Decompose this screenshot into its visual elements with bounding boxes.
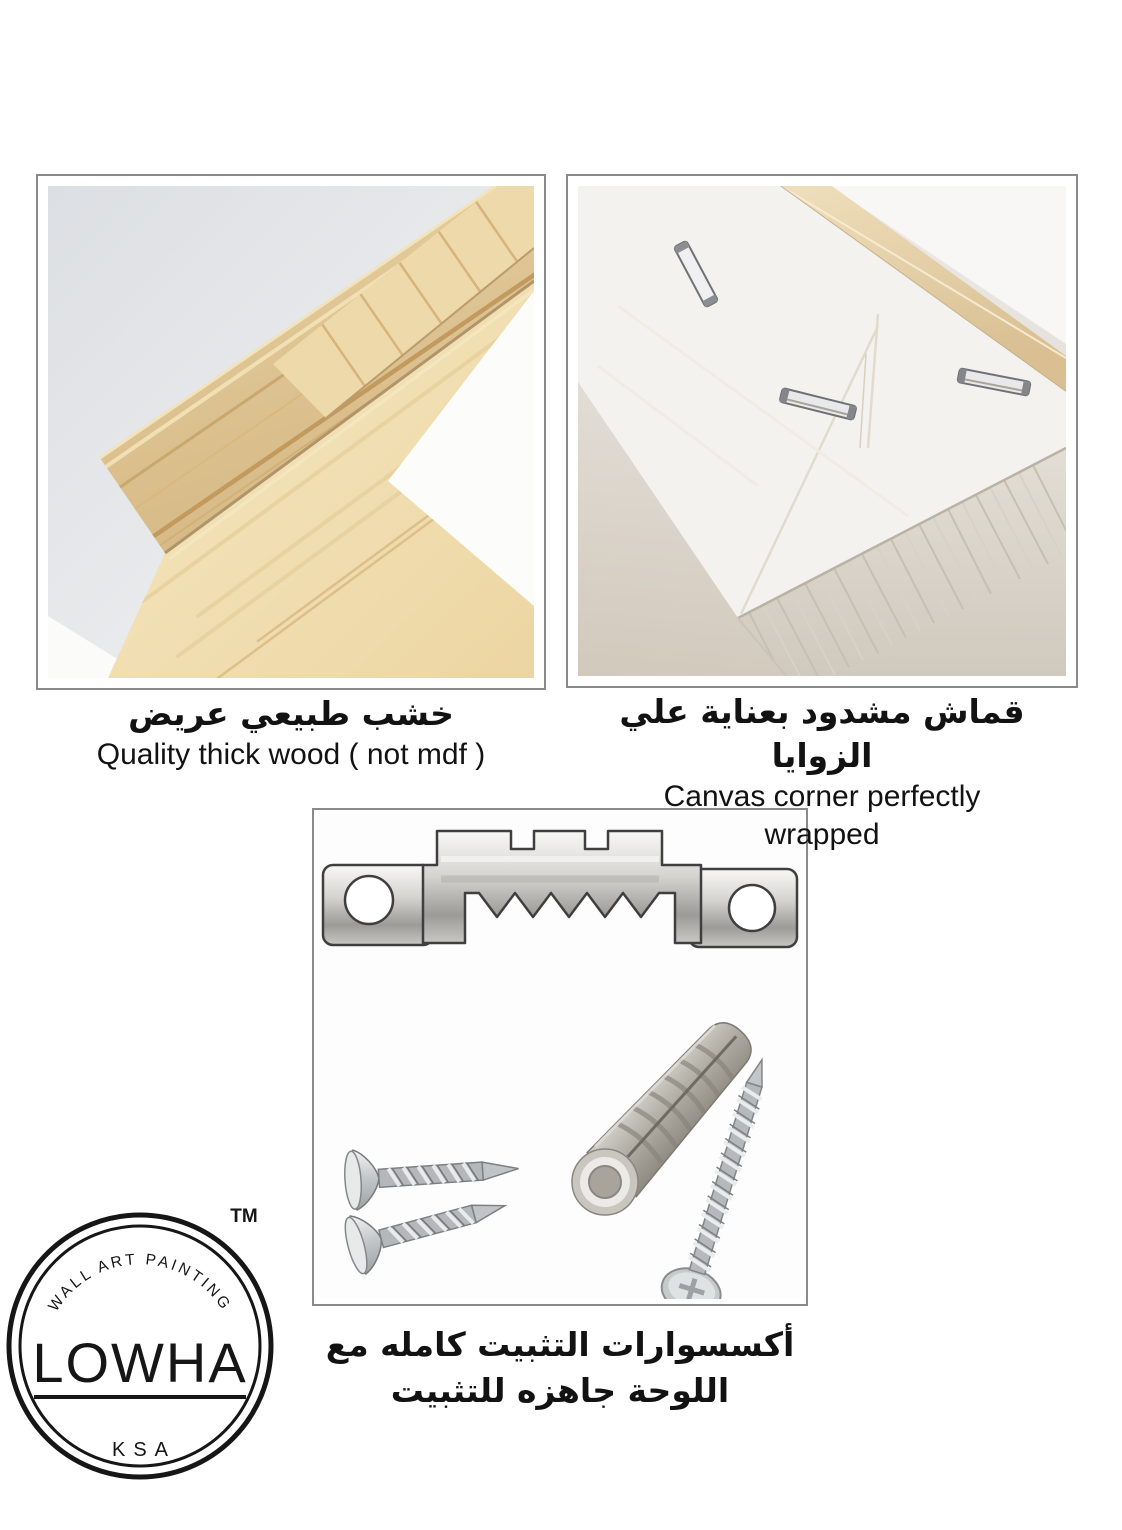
hardware-caption-arabic-line1: أكسسوارات التثبيت كامله مع: [325, 1325, 795, 1364]
hardware-caption: [312, 1322, 808, 1414]
canvas-corner-photo: [578, 186, 1066, 676]
wood-caption-english: Quality thick wood ( not mdf ): [96, 738, 486, 771]
svg-text:WALL ART PAINTING: [45, 1251, 235, 1314]
hardware-photo-card: [312, 808, 808, 1306]
hanging-hardware-photo: [319, 815, 801, 1299]
hardware-caption-arabic-line2: اللوحة جاهزه للتثبيت: [390, 1371, 730, 1410]
trademark-symbol: TM: [230, 1206, 258, 1227]
canvas-photo-card: [566, 174, 1078, 688]
canvas-caption: [566, 690, 1078, 854]
logo-brand-text: LOWHA: [32, 1331, 248, 1394]
logo-ring-text: WALL ART PAINTING: [45, 1251, 235, 1315]
brand-logo: [4, 1200, 284, 1500]
wood-photo-card: [36, 174, 546, 690]
canvas-caption-arabic: قماش مشدود بعناية علي الزوايا: [619, 692, 1025, 775]
wood-caption: [36, 692, 546, 774]
logo-country-text: KSA: [111, 1439, 177, 1461]
wood-frame-corner-photo: [48, 186, 534, 678]
canvas-caption-english-line2: wrapped: [764, 818, 880, 851]
wood-caption-arabic: خشب طبيعي عريض: [128, 694, 454, 733]
canvas-caption-english-line1: Canvas corner perfectly: [663, 780, 981, 813]
